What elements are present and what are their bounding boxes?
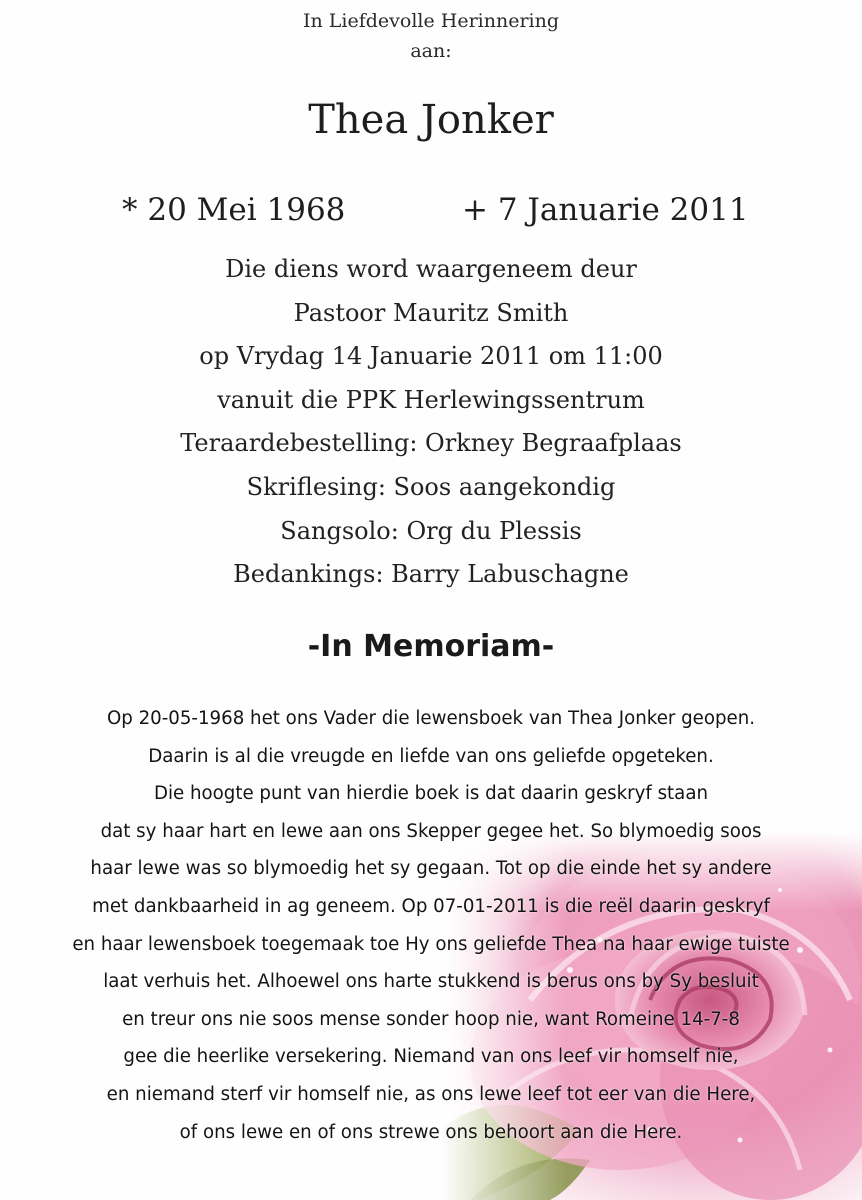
memoriam-title: -In Memoriam- — [307, 629, 555, 664]
service-line: Sangsolo: Org du Plessis — [280, 516, 582, 545]
memoriam-line: laat verhuis het. Alhoewel ons harte stukkend is berus ons by Sy besluit — [103, 971, 759, 993]
memoriam-text — [0, 700, 862, 1151]
memoriam-line: Die hoogte punt van hierdie boek is dat daarin geskryf staan — [153, 783, 709, 805]
memoriam-line: haar lewe was so blymoedig het sy gegaan. Tot op die einde het sy andere — [90, 858, 772, 880]
memoriam-line: of ons lewe en of ons strewe ons behoort aan die Here. — [179, 1121, 683, 1143]
service-line: Skriflesing: Soos aangekondig — [246, 472, 616, 501]
memoriam-line: dat sy haar hart en lewe aan ons Skepper gegee het. So blymoedig soos — [100, 820, 762, 842]
service-line: Pastoor Mauritz Smith — [293, 298, 569, 327]
service-line: Teraardebestelling: Orkney Begraafplaas — [180, 429, 682, 458]
intro-line-1: In Liefdevolle Herinnering — [302, 10, 560, 32]
death-date: + 7 Januarie 2011 — [462, 192, 749, 228]
service-line: op Vrydag 14 Januarie 2011 om 11:00 — [199, 342, 663, 371]
memoriam-line: Op 20-05-1968 het ons Vader die lewensboek van Thea Jonker geopen. — [106, 708, 756, 729]
memoriam-line: Daarin is al die vreugde en liefde van ons geliefde opgeteken. — [148, 745, 714, 767]
memoriam-line: en niemand sterf vir homself nie, as ons lewe leef tot eer van die Here, — [106, 1083, 756, 1105]
service-line: Die diens word waargeneem deur — [225, 255, 637, 283]
memoriam-line: met dankbaarheid in ag geneem. Op 07-01-2011 is die reël daarin geskryf — [92, 895, 770, 917]
memoriam-line: en treur ons nie soos mense sonder hoop nie, want Romeine 14-7-8 — [122, 1008, 740, 1030]
service-line: Bedankings: Barry Labuschagne — [233, 560, 629, 589]
intro-heading — [0, 6, 862, 66]
service-details — [0, 248, 862, 597]
memoriam-line: gee die heerlike versekering. Niemand van ons leef vir homself nie, — [123, 1046, 739, 1068]
service-line: vanuit die PPK Herlewingssentrum — [217, 385, 645, 414]
deceased-name: Thea Jonker — [308, 97, 554, 143]
intro-line-2: aan: — [410, 40, 452, 62]
memoriam-line: en haar lewensboek toegemaak toe Hy ons geliefde Thea na haar ewige tuiste — [72, 933, 790, 955]
birth-date: * 20 Mei 1968 — [122, 192, 346, 228]
